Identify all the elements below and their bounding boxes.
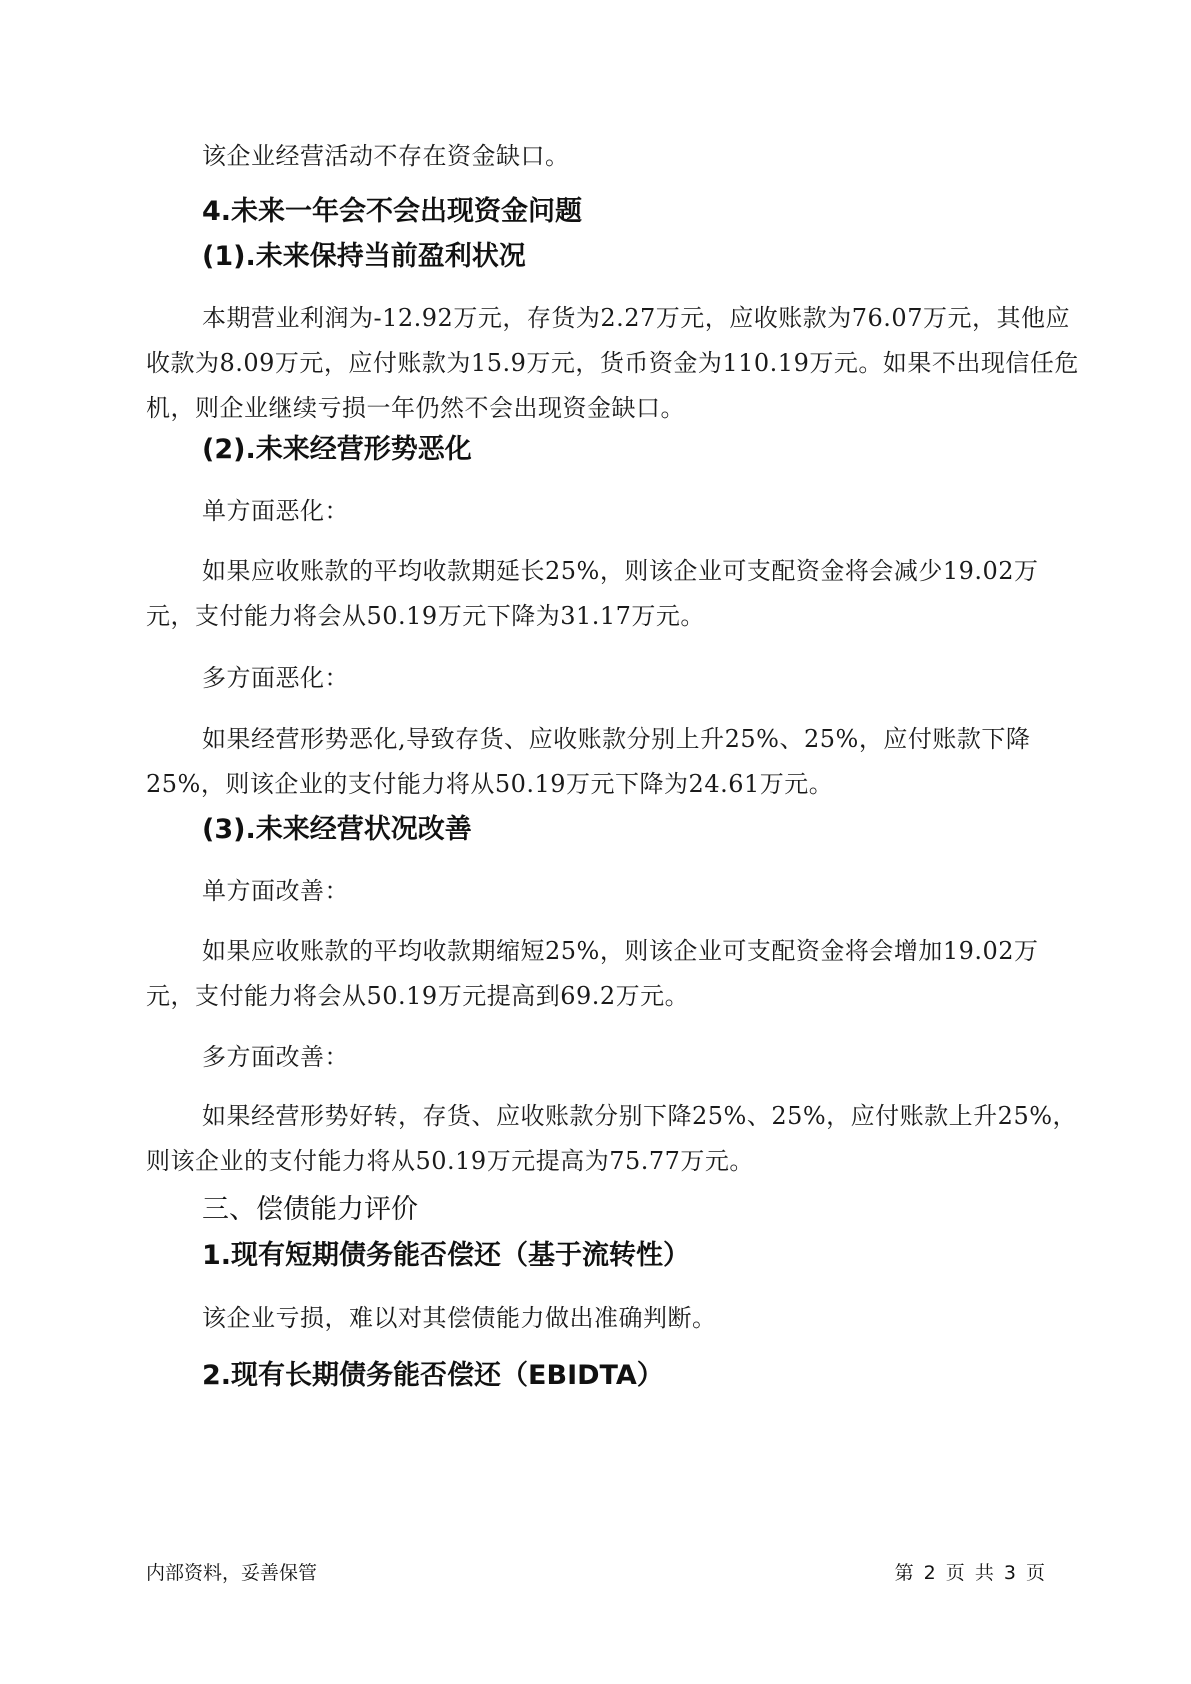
paragraph-single-worsen: 如果应收账款的平均收款期延长25%，则该企业可支配资金将会减少19.02万元，支付能力将会从50.19万元下降为31.17万元。 xyxy=(146,557,1039,630)
paragraph-maintain-profit: 本期营业利润为-12.92万元，存货为2.27万元，应收账款为76.07万元，其他应收款为8.09万元，应付账款为15.9万元，货币资金为110.19万元。如果不出现信任危机，则企业继续亏损一年仍然不会出现资金缺口。 xyxy=(146,304,1079,422)
label-multi-worsen: 多方面恶化： xyxy=(202,664,349,692)
paragraph-single-improve: 如果应收账款的平均收款期缩短25%，则该企业可支配资金将会增加19.02万元，支付能力将会从50.19万元提高到69.2万元。 xyxy=(146,937,1039,1010)
paragraph-no-funding-gap: 该企业经营活动不存在资金缺口。 xyxy=(202,142,570,170)
heading-worsen: (2).未来经营形势恶化 xyxy=(202,434,472,465)
footer-confidential-note: 内部资料，妥善保管 xyxy=(146,1562,318,1584)
label-multi-improve: 多方面改善： xyxy=(202,1043,349,1071)
heading-future-year-funding: 4.未来一年会不会出现资金问题 xyxy=(202,196,583,227)
paragraph-multi-improve: 如果经营形势好转，存货、应收账款分别下降25%、25%，应付账款上升25%，则该企业的支付能力将从50.19万元提高为75.77万元。 xyxy=(146,1102,1078,1175)
label-single-improve: 单方面改善： xyxy=(202,877,349,905)
heading-maintain-profit: (1).未来保持当前盈利状况 xyxy=(202,241,526,272)
heading-solvency-evaluation: 三、偿债能力评价 xyxy=(202,1194,418,1225)
heading-long-term-debt: 2.现有长期债务能否偿还（EBIDTA） xyxy=(202,1360,664,1391)
heading-short-term-debt: 1.现有短期债务能否偿还（基于流转性） xyxy=(202,1240,691,1271)
heading-improve: (3).未来经营状况改善 xyxy=(202,814,472,845)
paragraph-multi-worsen: 如果经营形势恶化,导致存货、应收账款分别上升25%、25%，应付账款下降25%，则该企业的支付能力将从50.19万元下降为24.61万元。 xyxy=(146,725,1031,798)
footer-page-number: 第 2 页 共 3 页 xyxy=(894,1562,1045,1584)
label-single-worsen: 单方面恶化： xyxy=(202,497,349,525)
paragraph-short-term-debt: 该企业亏损，难以对其偿债能力做出准确判断。 xyxy=(202,1304,717,1332)
